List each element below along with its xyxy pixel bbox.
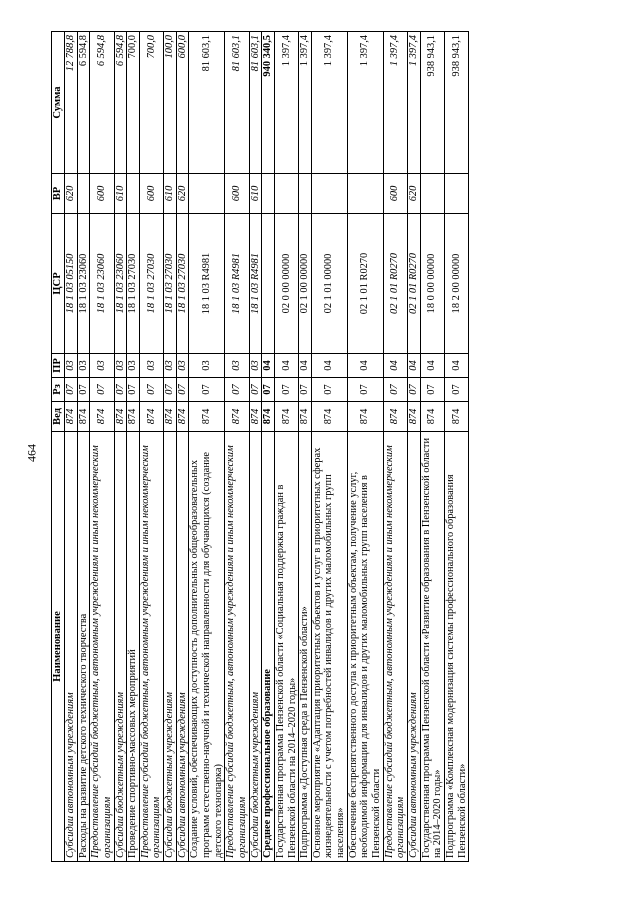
cell-name: Среднее профессиональное образование [262,432,275,862]
cell-pr: 03 [164,354,177,378]
cell-vr: 600 [90,174,114,214]
table-row [225,32,249,862]
cell-csr: 18 1 03 23060 [77,214,90,354]
cell-pr: 04 [311,354,347,378]
cell-csr: 02 0 00 00000 [274,214,298,354]
table-row [127,32,140,862]
cell-rz: 07 [189,378,225,402]
cell-sum: 600,0 [176,32,189,174]
cell-sum: 1 397,4 [274,32,298,174]
cell-csr: 18 2 00 00000 [444,214,468,354]
cell-pr: 03 [139,354,163,378]
table-row [139,32,163,862]
cell-rz: 07 [262,378,275,402]
cell-ved: 874 [189,402,225,432]
cell-csr: 02 1 00 00000 [299,214,312,354]
cell-rz: 07 [420,378,444,402]
table-row [444,32,468,862]
cell-vr [77,174,90,214]
cell-rz: 07 [311,378,347,402]
cell-ved: 874 [249,402,262,432]
cell-ved: 874 [90,402,114,432]
cell-rz: 07 [77,378,90,402]
cell-pr: 04 [299,354,312,378]
cell-name: Создание условий, обеспечивающих доступность дополнительных общеобразовательных программ естественно-научной и технической направленности для обучающихся (создание детского технопарка) [189,432,225,862]
cell-ved: 874 [274,402,298,432]
cell-ved: 874 [176,402,189,432]
cell-rz: 07 [114,378,127,402]
cell-ved: 874 [262,402,275,432]
cell-sum: 1 397,4 [299,32,312,174]
cell-vr: 620 [176,174,189,214]
cell-name: Предоставление субсидий бюджетным, автономным учреждениям и иным некоммерческим организациям [383,432,407,862]
cell-name: Субсидии бюджетным учреждениям [114,432,127,862]
cell-pr: 04 [420,354,444,378]
cell-pr: 03 [77,354,90,378]
cell-csr: 02 1 01 R0270 [383,214,407,354]
cell-sum: 6 594,8 [90,32,114,174]
cell-name: Основное мероприятие «Адаптация приоритетных объектов и услуг в приоритетных сферах жизнедеятельности с учетом потребностей инвалидов и других маломобильных групп населения» [311,432,347,862]
cell-vr [444,174,468,214]
cell-pr: 04 [444,354,468,378]
budget-table-sheet [51,32,605,862]
cell-sum: 81 603,1 [249,32,262,174]
cell-name: Подпрограмма «Комплексная модернизация системы профессионального образования Пензенской области» [444,432,468,862]
cell-pr: 03 [114,354,127,378]
cell-csr: 18 1 03 05150 [65,214,78,354]
cell-pr: 03 [189,354,225,378]
table-row [311,32,347,862]
table-row [383,32,407,862]
cell-vr: 610 [114,174,127,214]
cell-vr: 600 [383,174,407,214]
cell-pr: 03 [249,354,262,378]
cell-ved: 874 [225,402,249,432]
cell-csr: 02 1 01 R0270 [407,214,420,354]
cell-csr: 18 1 03 R4981 [249,214,262,354]
table-row [90,32,114,862]
cell-ved: 874 [299,402,312,432]
cell-name: Субсидии бюджетным учреждениям [164,432,177,862]
cell-name: Субсидии автономным учреждениям [407,432,420,862]
header-name: Наименование [52,432,65,862]
cell-vr [189,174,225,214]
table-row [164,32,177,862]
cell-name: Проведение спортивно-массовых мероприятий [127,432,140,862]
cell-ved: 874 [77,402,90,432]
cell-vr: 610 [249,174,262,214]
cell-vr [420,174,444,214]
cell-sum: 12 788,8 [65,32,78,174]
cell-rz: 07 [274,378,298,402]
cell-name: Обеспечение беспрепятственного доступа к приоритетным объектам, получение услуг, необходимой информации для инвалидов и других маломобильных групп населения в Пензенской области [347,432,383,862]
table-row [420,32,444,862]
cell-rz: 07 [127,378,140,402]
header-pr: ПР [52,354,65,378]
cell-csr: 02 1 01 R0270 [347,214,383,354]
cell-vr: 600 [225,174,249,214]
table-row [262,32,275,862]
cell-name: Подпрограмма «Доступная среда в Пензенской области» [299,432,312,862]
cell-rz: 07 [225,378,249,402]
cell-vr: 620 [407,174,420,214]
header-csr: ЦСР [52,214,65,354]
cell-sum: 700,0 [139,32,163,174]
cell-vr [127,174,140,214]
cell-pr: 04 [262,354,275,378]
cell-vr: 600 [139,174,163,214]
cell-name: Расходы на развитие детского технического творчества [77,432,90,862]
cell-rz: 07 [164,378,177,402]
cell-vr [299,174,312,214]
cell-sum: 1 397,4 [311,32,347,174]
cell-sum: 938 943,1 [420,32,444,174]
cell-csr: 18 1 03 23060 [90,214,114,354]
cell-ved: 874 [65,402,78,432]
cell-pr: 04 [383,354,407,378]
cell-csr: 18 0 00 00000 [420,214,444,354]
page-number: 464 [24,444,39,462]
cell-ved: 874 [311,402,347,432]
cell-ved: 874 [347,402,383,432]
cell-csr: 18 1 03 R4981 [189,214,225,354]
table-row [274,32,298,862]
cell-ved: 874 [420,402,444,432]
cell-name: Государственная программа Пензенской области «Развитие образования в Пензенской области на 2014–2020 годы» [420,432,444,862]
cell-csr: 02 1 01 00000 [311,214,347,354]
cell-csr [262,214,275,354]
cell-rz: 07 [90,378,114,402]
cell-sum: 700,0 [127,32,140,174]
cell-vr: 610 [164,174,177,214]
cell-sum: 6 594,8 [114,32,127,174]
table-row [347,32,383,862]
table-row [249,32,262,862]
cell-sum: 940 340,5 [262,32,275,174]
cell-rz: 07 [444,378,468,402]
header-sum: Сумма [52,32,65,174]
cell-csr: 18 1 03 R4981 [225,214,249,354]
table-row [77,32,90,862]
table-row [189,32,225,862]
cell-rz: 07 [299,378,312,402]
cell-pr: 03 [90,354,114,378]
cell-name: Предоставление субсидий бюджетным, автономным учреждениям и иным некоммерческим организациям [225,432,249,862]
cell-vr [274,174,298,214]
cell-sum: 100,0 [164,32,177,174]
cell-csr: 18 1 03 27030 [127,214,140,354]
cell-sum: 938 943,1 [444,32,468,174]
cell-name: Субсидии автономным учреждениям [176,432,189,862]
cell-rz: 07 [383,378,407,402]
cell-ved: 874 [114,402,127,432]
cell-ved: 874 [127,402,140,432]
cell-ved: 874 [139,402,163,432]
cell-sum: 1 397,4 [383,32,407,174]
table-row [65,32,78,862]
cell-name: Предоставление субсидий бюджетным, автономным учреждениям и иным некоммерческим организациям [139,432,163,862]
cell-csr: 18 1 03 27030 [176,214,189,354]
cell-sum: 6 594,8 [77,32,90,174]
table-row [176,32,189,862]
cell-pr: 03 [176,354,189,378]
cell-sum: 1 397,4 [407,32,420,174]
table-row [299,32,312,862]
cell-rz: 07 [139,378,163,402]
cell-sum: 81 603,1 [189,32,225,174]
cell-rz: 07 [407,378,420,402]
cell-vr [311,174,347,214]
cell-pr: 04 [407,354,420,378]
header-ved: Вед [52,402,65,432]
cell-name: Субсидии автономным учреждениям [65,432,78,862]
cell-ved: 874 [444,402,468,432]
cell-name: Субсидии бюджетным учреждениям [249,432,262,862]
cell-csr: 18 1 03 27030 [164,214,177,354]
cell-pr: 03 [127,354,140,378]
budget-table [51,31,469,862]
cell-csr: 18 1 03 23060 [114,214,127,354]
table-header-row [52,32,65,862]
table-row [114,32,127,862]
cell-ved: 874 [383,402,407,432]
header-rz: Рз [52,378,65,402]
cell-csr: 18 1 03 27030 [139,214,163,354]
rotated-content [51,32,605,862]
cell-sum: 1 397,4 [347,32,383,174]
cell-pr: 04 [347,354,383,378]
cell-name: Государственная программа Пензенской области «Социальная поддержка граждан в Пензенской области на 2014–2020 годы» [274,432,298,862]
header-vr: ВР [52,174,65,214]
cell-pr: 03 [225,354,249,378]
cell-ved: 874 [164,402,177,432]
cell-sum: 81 603,1 [225,32,249,174]
cell-name: Предоставление субсидий бюджетным, автономным учреждениям и иным некоммерческим организациям [90,432,114,862]
cell-ved: 874 [407,402,420,432]
table-row [407,32,420,862]
cell-rz: 07 [347,378,383,402]
cell-pr: 03 [65,354,78,378]
cell-rz: 07 [65,378,78,402]
cell-vr: 620 [65,174,78,214]
cell-vr [262,174,275,214]
cell-pr: 04 [274,354,298,378]
cell-rz: 07 [176,378,189,402]
cell-rz: 07 [249,378,262,402]
cell-vr [347,174,383,214]
